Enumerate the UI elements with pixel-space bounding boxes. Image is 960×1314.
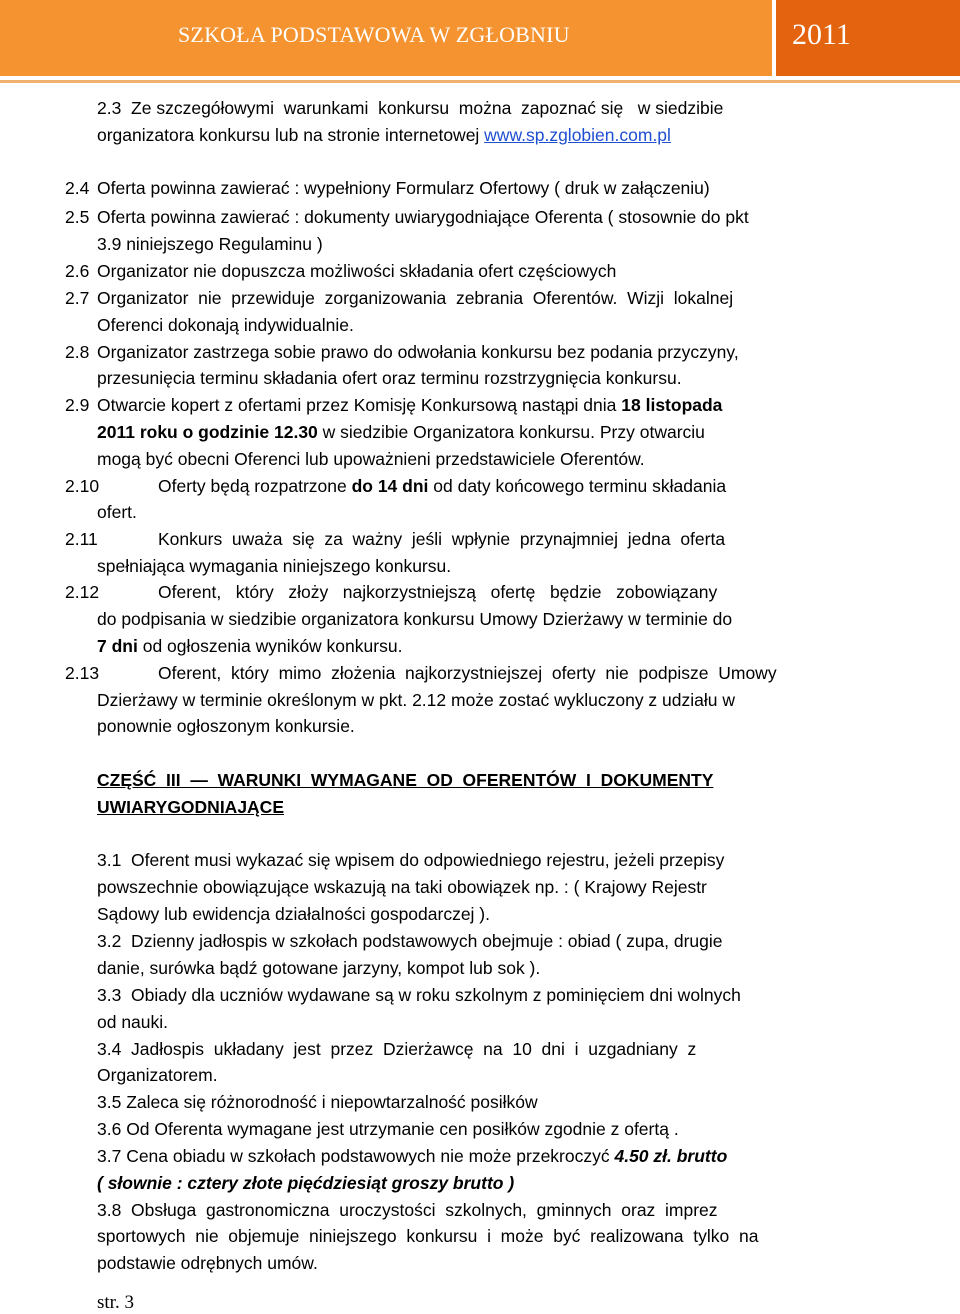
para-3-8-line1: 3.8 Obsługa gastronomiczna uroczystości szkolnych, gminnych oraz imprez	[97, 1200, 718, 1220]
para-3-3-line2: od nauki.	[97, 1012, 169, 1032]
para-3-6: 3.6 Od Oferenta wymagane jest utrzymanie cen posiłków zgodnie z ofertą .	[97, 1119, 679, 1139]
item-number: 2.12	[65, 582, 100, 602]
item-number: 2.13	[65, 663, 100, 683]
para-3-1-line3: Sądowy lub ewidencja działalności gospodarczej ).	[97, 904, 490, 924]
item-2-6-text: Organizator nie dopuszcza możliwości składania ofert częściowych	[97, 261, 617, 281]
para-3-7-line2: ( słownie : cztery złote pięćdziesiąt groszy brutto )	[97, 1173, 515, 1193]
para-3-8-line3: podstawie odrębnych umów.	[97, 1253, 318, 1273]
item-2-11-line2: spełniająca wymagania niniejszego konkursu.	[97, 556, 452, 576]
para-3-8-line2: sportowych nie objemuje niniejszego konkursu i może być realizowana tylko na	[97, 1226, 759, 1246]
item-2-8-line1: Organizator zastrzega sobie prawo do odwołania konkursu bez podania przyczyny,	[97, 342, 739, 362]
item-2-9-line2: 2011 roku o godzinie 12.30 w siedzibie Organizatora konkursu. Przy otwarciu	[97, 422, 705, 442]
item-2-9-line3: mogą być obecni Oferenci lub upoważnieni przedstawiciele Oferentów.	[97, 449, 645, 469]
page-header	[0, 0, 960, 76]
item-2-7-line2: Oferenci dokonają indywidualnie.	[97, 315, 354, 335]
section-3-heading-line2: UWIARYGODNIAJĄCE	[97, 797, 284, 817]
item-number: 2.4	[65, 178, 90, 198]
item-number: 2.9	[65, 395, 90, 415]
school-name: SZKOŁA PODSTAWOWA W ZGŁOBNIU	[178, 22, 570, 47]
header-rule	[0, 80, 960, 83]
item-2-12-line2: do podpisania w siedzibie organizatora konkursu Umowy Dzierżawy w terminie do	[97, 609, 733, 629]
section-3-heading-line1: CZĘŚĆ III — WARUNKI WYMAGANE OD OFERENTÓW I DOKUMENTY	[97, 770, 714, 790]
item-2-12-line1: Oferent, który złoży najkorzystniejszą ofertę będzie zobowiązany	[158, 582, 718, 602]
page-number: str. 3	[97, 1292, 134, 1313]
item-2-13-line3: ponownie ogłoszonym konkursie.	[97, 716, 355, 736]
item-2-3-line1: 2.3 Ze szczegółowymi warunkami konkursu można zapoznać się w siedzibie	[97, 98, 724, 118]
para-3-4-line2: Organizatorem.	[97, 1065, 218, 1085]
para-3-7-line1: 3.7 Cena obiadu w szkołach podstawowych nie może przekroczyć 4.50 zł. brutto	[97, 1146, 728, 1166]
website-link[interactable]: www.sp.zglobien.com.pl	[484, 125, 671, 145]
item-2-5-line2: 3.9 niniejszego Regulaminu )	[97, 234, 323, 254]
para-3-1-line1: 3.1 Oferent musi wykazać się wpisem do odpowiedniego rejestru, jeżeli przepisy	[97, 850, 725, 870]
item-2-5-line1: Oferta powinna zawierać : dokumenty uwiarygodniające Oferenta ( stosownie do pkt	[97, 207, 749, 227]
item-number: 2.10	[65, 476, 100, 496]
item-number: 2.5	[65, 207, 90, 227]
item-2-9-line1: Otwarcie kopert z ofertami przez Komisję Konkursową nastąpi dnia 18 listopada	[97, 395, 723, 415]
para-3-3-line1: 3.3 Obiady dla uczniów wydawane są w roku szkolnym z pominięciem dni wolnych	[97, 985, 741, 1005]
item-2-10-line2: ofert.	[97, 502, 137, 522]
item-2-10-line1: Oferty będą rozpatrzone do 14 dni od daty końcowego terminu składania	[158, 476, 727, 496]
item-number: 2.6	[65, 261, 90, 281]
para-3-2-line2: danie, surówka bądź gotowane jarzyny, kompot lub sok ).	[97, 958, 541, 978]
item-2-7-line1: Organizator nie przewiduje zorganizowania zebrania Oferentów. Wizji lokalnej	[97, 288, 734, 308]
item-2-13-line1: Oferent, który mimo złożenia najkorzystniejszej oferty nie podpisze Umowy	[158, 663, 777, 683]
item-2-12-line3: 7 dni od ogłoszenia wyników konkursu.	[97, 636, 403, 656]
item-2-4-text: Oferta powinna zawierać : wypełniony Formularz Ofertowy ( druk w załączeniu)	[97, 178, 710, 198]
item-2-11-line1: Konkurs uważa się za ważny jeśli wpłynie przynajmniej jedna oferta	[158, 529, 726, 549]
item-2-3-line2: organizatora konkursu lub na stronie internetowej www.sp.zglobien.com.pl	[97, 125, 671, 145]
para-3-1-line2: powszechnie obowiązujące wskazują na taki obowiązek np. : ( Krajowy Rejestr	[97, 877, 707, 897]
item-number: 2.11	[65, 529, 98, 549]
para-3-5: 3.5 Zaleca się różnorodność i niepowtarzalność posiłków	[97, 1092, 538, 1112]
header-year: 2011	[792, 18, 851, 51]
item-number: 2.7	[65, 288, 90, 308]
item-2-13-line2: Dzierżawy w terminie określonym w pkt. 2.12 może zostać wykluczony z udziału w	[97, 690, 735, 710]
item-number: 2.8	[65, 342, 90, 362]
para-3-4-line1: 3.4 Jadłospis układany jest przez Dzierżawcę na 10 dni i uzgadniany z	[97, 1039, 697, 1059]
item-2-8-line2: przesunięcia terminu składania ofert oraz terminu rozstrzygnięcia konkursu.	[97, 368, 682, 388]
para-3-2-line1: 3.2 Dzienny jadłospis w szkołach podstawowych obejmuje : obiad ( zupa, drugie	[97, 931, 723, 951]
